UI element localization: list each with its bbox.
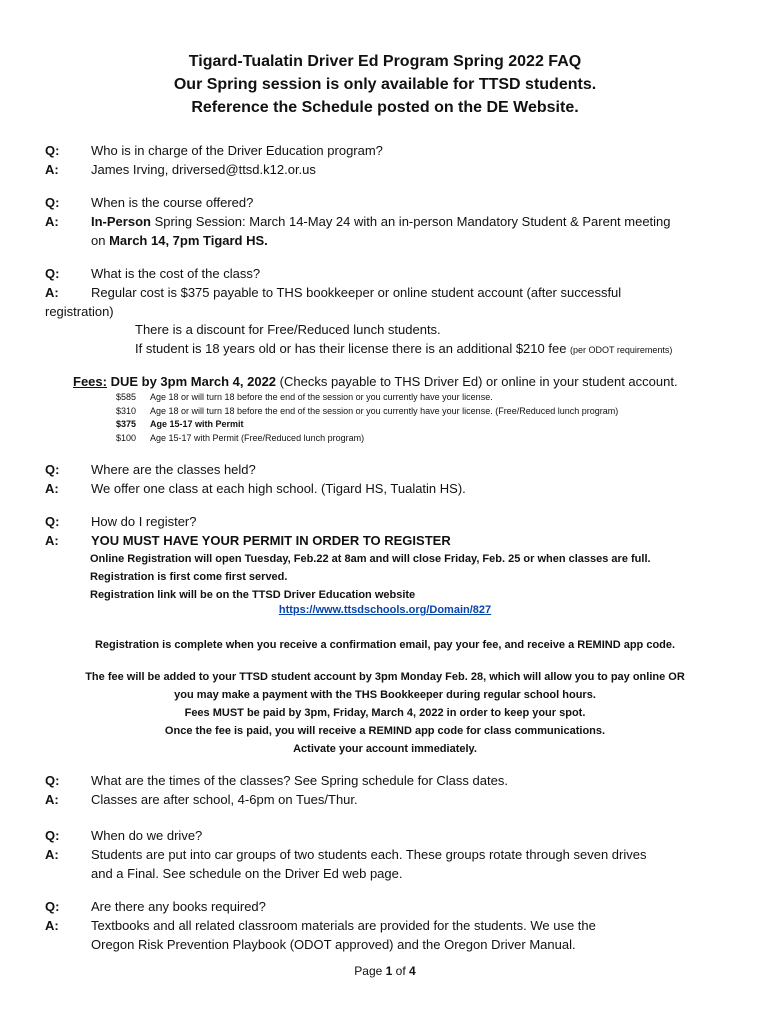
question-text: What is the cost of the class? [91, 266, 261, 281]
answer-label: A: [45, 162, 59, 177]
fee-note-line: Once the fee is paid, you will receive a REMIND app code for class communications. [164, 725, 606, 737]
answer-text [91, 916, 745, 954]
answer-line1: Students are put into car groups of two students each. These groups rotate through seven drives [91, 847, 647, 862]
answer-text: Classes are after school, 4-6pm on Tues/Thur. [91, 792, 358, 807]
registration-dates: Online Registration will open Tuesday, Feb.22 at 8am and will close Friday, Feb. 25 or when classes are full. [90, 553, 651, 565]
answer-line1: Textbooks and all related classroom materials are provided for the students. We use the [91, 918, 596, 933]
question-text: How do I register? [91, 514, 197, 529]
answer-text: We offer one class at each high school. (Tigard HS, Tualatin HS). [91, 481, 466, 496]
page-subtitle-2: Reference the Schedule posted on the DE Website. [191, 99, 579, 116]
answer-text [91, 845, 745, 883]
extra-fee-note [135, 339, 672, 360]
answer-line2-pre: on [91, 233, 110, 248]
answer-label: A: [45, 285, 59, 300]
answer-label: A: [45, 792, 59, 807]
question-label: Q: [45, 514, 60, 529]
question-label: Q: [45, 899, 60, 914]
meeting-date: March 14, 7pm Tigard HS. [109, 233, 268, 248]
fee-amount: $310 [116, 405, 137, 416]
faq-item-cost [45, 264, 745, 321]
page-number: 1 [385, 964, 393, 978]
question-label: Q: [45, 773, 60, 788]
fee-amount: $100 [116, 432, 137, 443]
fee-note-line: you may make a payment with the THS Bookkeeper during regular school hours. [174, 689, 596, 701]
faq-item-books [45, 897, 745, 954]
question-label: Q: [45, 143, 60, 158]
answer-rest: Spring Session: March 14-May 24 with an in-person Mandatory Student & Parent meeting [150, 214, 671, 229]
faq-item-times [45, 771, 745, 809]
answer-label: A: [45, 533, 59, 548]
registration-complete-note: Registration is complete when you receive a confirmation email, pay your fee, and receive a REMIND app code. [94, 639, 676, 651]
fee-note-line: Fees MUST be paid by 3pm, Friday, March 4, 2022 in order to keep your spot. [184, 707, 586, 719]
answer-line2: Oregon Risk Prevention Playbook (ODOT approved) and the Oregon Driver Manual. [91, 937, 576, 952]
fee-desc: Age 15-17 with Permit [150, 419, 244, 429]
question-text: Where are the classes held? [91, 462, 256, 477]
faq-item-in-charge [45, 141, 745, 179]
fee-table [116, 391, 618, 445]
faq-item-location [45, 460, 745, 498]
page-label: Page [354, 964, 386, 978]
page-title: Tigard-Tualatin Driver Ed Program Spring 2022 FAQ [188, 53, 582, 70]
fee-note [0, 668, 770, 758]
fee-desc: Age 18 or will turn 18 before the end of the session or you currently have your license. [150, 392, 493, 402]
fee-row [116, 418, 618, 432]
answer-text: Regular cost is $375 payable to THS bookkeeper or online student account (after successful [91, 285, 622, 300]
answer-label: A: [45, 214, 59, 229]
fee-note-line: The fee will be added to your TTSD student account by 3pm Monday Feb. 28, which will allow you to pay online OR [85, 671, 685, 683]
question-text: Who is in charge of the Driver Education program? [91, 143, 383, 158]
extra-fee-text: If student is 18 years old or has their license there is an additional $210 fee [135, 341, 571, 356]
page-total: 4 [409, 964, 416, 978]
question-text: When do we drive? [91, 828, 203, 843]
question-text: Are there any books required? [91, 899, 266, 914]
answer-wrap: registration) [45, 304, 114, 319]
page-subtitle: Our Spring session is only available for TTSD students. [173, 76, 597, 93]
permit-requirement: YOU MUST HAVE YOUR PERMIT IN ORDER TO REGISTER [91, 533, 451, 548]
discount-note: There is a discount for Free/Reduced lunch students. [135, 322, 441, 337]
faq-item-register [45, 512, 745, 550]
fee-row [116, 432, 618, 446]
page-of: of [392, 964, 410, 978]
fee-desc: Age 18 or will turn 18 before the end of the session or you currently have your license. (Free/Reduced lunch program) [150, 405, 619, 416]
question-label: Q: [45, 462, 60, 477]
fee-desc: Age 15-17 with Permit (Free/Reduced lunch program) [150, 432, 365, 443]
fee-amount: $585 [116, 392, 137, 402]
fee-row [116, 405, 618, 419]
answer-line2: and a Final. See schedule on the Driver Ed web page. [91, 866, 403, 881]
fees-line [73, 372, 678, 391]
fee-amount: $375 [116, 419, 137, 429]
extra-fee-small: (per ODOT requirements) [570, 345, 673, 355]
faq-item-course-offered [45, 193, 745, 250]
question-label: Q: [45, 195, 60, 210]
fees-label: Fees: [73, 374, 107, 389]
registration-details [90, 550, 651, 604]
answer-bold: In-Person [91, 214, 151, 229]
fee-note-line: Activate your account immediately. [293, 743, 477, 755]
answer-label: A: [45, 918, 59, 933]
faq-item-driving [45, 826, 745, 883]
fee-row [116, 391, 618, 405]
registration-first-come: Registration is first come first served. [90, 571, 288, 583]
answer-label: A: [45, 481, 59, 496]
answer-label: A: [45, 847, 59, 862]
question-label: Q: [45, 828, 60, 843]
answer-text [91, 212, 745, 250]
fees-rest: (Checks payable to THS Driver Ed) or online in your student account. [276, 374, 678, 389]
registration-link-note: Registration link will be on the TTSD Driver Education website [90, 589, 416, 601]
question-text: What are the times of the classes? See Spring schedule for Class dates. [91, 773, 508, 788]
question-text: When is the course offered? [91, 195, 254, 210]
registration-link[interactable]: https://www.ttsdschools.org/Domain/827 [278, 604, 492, 616]
page-footer [0, 964, 770, 978]
fees-due: DUE by 3pm March 4, 2022 [106, 374, 277, 389]
question-label: Q: [45, 266, 60, 281]
answer-text: James Irving, driversed@ttsd.k12.or.us [91, 162, 316, 177]
